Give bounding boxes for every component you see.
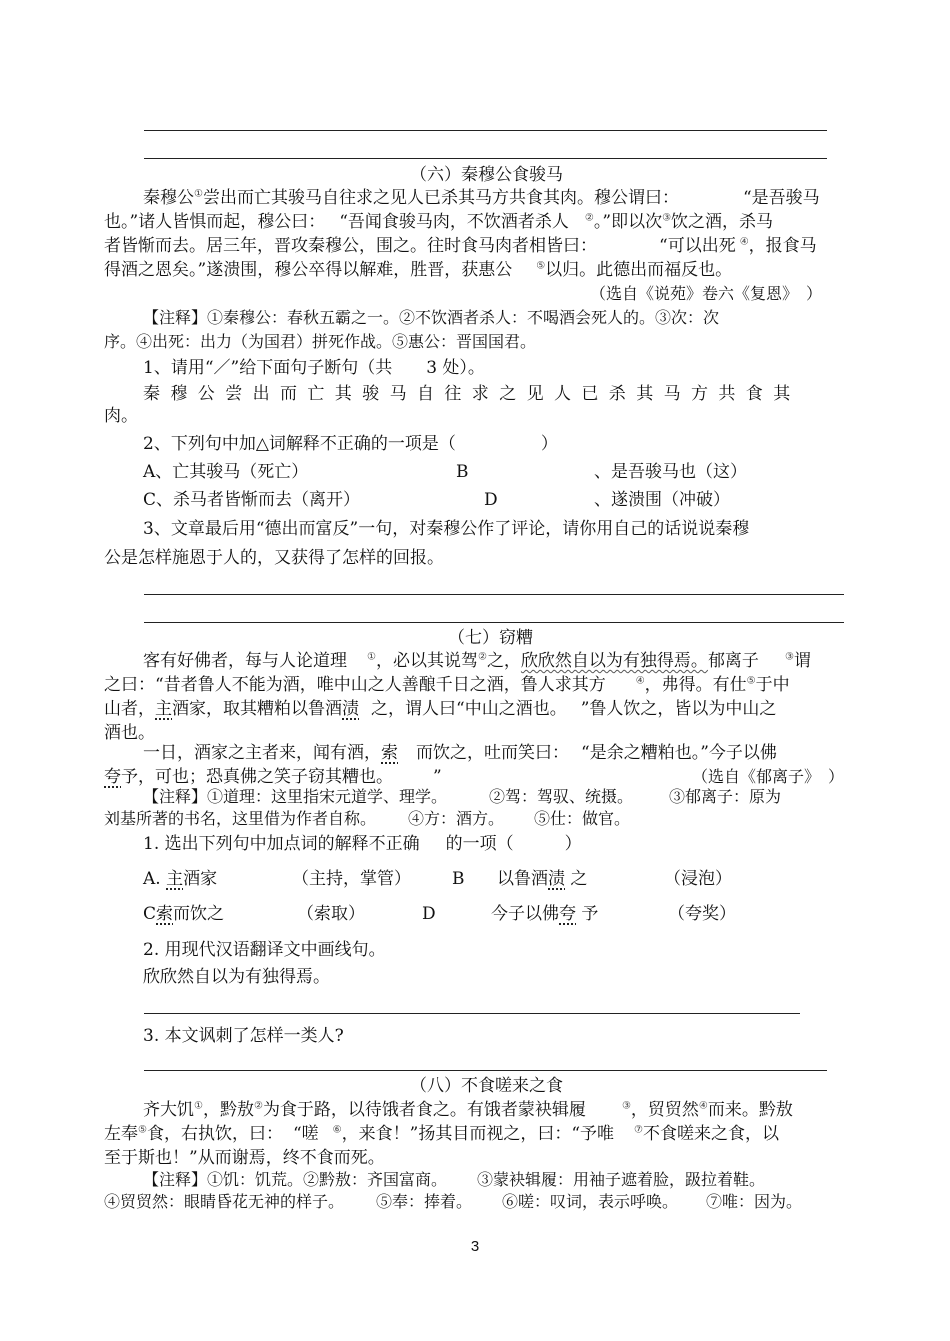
s6-q1-text: 秦穆公尝出而亡其骏马自往求之见人已杀其马方共食其 <box>143 384 801 404</box>
s6-q2-option-b: 、是吾骏马也（这） <box>594 462 747 482</box>
s7-q1-option-c: C索而饮之 <box>143 904 225 924</box>
s7-question-2: 2. 用现代汉语翻译文中画线句。 <box>143 940 386 960</box>
answer-line <box>144 594 844 595</box>
s7-line-3: 山者，主酒家，取其糟粕以鲁酒渍 之，谓人曰“中山之酒也。 ”鲁人饮之，皆以为中山之 <box>104 699 777 719</box>
s7-line-1: 客有好佛者，每与人论道理 ①，必以其说驾②之，欣欣然自以为有独得焉。郁离子 ③谓 <box>143 651 811 671</box>
s6-q2-option-d-letter: D <box>484 490 498 510</box>
s8-line-2: 左奉⑤食，右执饮，曰： “嗟 ⑥，来食！”扬其目而视之，曰：“予唯 ⑦不食嗟来之食，以 <box>104 1124 779 1144</box>
page-number: 3 <box>470 1238 480 1255</box>
s8-note-2: ④贸贸然：眼睛昏花无神的样子。 ⑤奉：捧着。 ⑥嗟：叹词，表示呼唤。 ⑦唯：因为。 <box>104 1192 803 1211</box>
s6-line-2: 也。”诸人皆惧而起，穆公曰： “吾闻食骏马肉，不饮酒者杀人 ②。”即以次③饮之酒，杀马 <box>104 212 774 232</box>
answer-line <box>144 158 827 159</box>
s6-line-3: 者皆惭而去。居三年，晋攻秦穆公，围之。往时食马肉者相皆曰： “可以出死 ④，报食马 <box>104 236 817 256</box>
s6-line-1: 秦穆公①尝出而亡其骏马自往求之见人已杀其马方共食其肉。穆公谓曰： “是吾骏马 <box>143 188 820 208</box>
s7-q1-option-a-exp: （主持，掌管） <box>292 869 411 889</box>
answer-line <box>144 1070 827 1071</box>
answer-line <box>144 622 844 623</box>
s6-line-4: 得酒之恩矣。”遂溃围，穆公卒得以解难，胜晋，获惠公 ⑤以归。此德出而福反也。 <box>104 260 733 280</box>
section-6-title: （六）秦穆公食骏马 <box>410 165 563 185</box>
s7-line-5: 一日，酒家之主者来，闻有酒，索 而饮之，吐而笑曰： “是余之糟粕也。”今子以佛 <box>143 743 777 763</box>
s6-question-1: 1、请用“／”给下面句子断句（共 3 处）。 <box>143 358 485 378</box>
s7-question-1: 1. 选出下列句中加点词的解释不正确 的一项（ ） <box>143 834 582 854</box>
section-7-title: （七）窃糟 <box>448 628 533 648</box>
s8-note-1: 【注释】①饥：饥荒。②黔敖：齐国富商。 ③蒙袂辑履：用袖子遮着脸，趿拉着鞋。 <box>143 1170 766 1189</box>
s7-line-6: 夸予，可也；恐真佛之笑子窃其糟也。 ” <box>104 767 442 787</box>
s7-q1-option-b: 以鲁酒渍 之 <box>497 869 588 889</box>
s7-q1-option-c-exp: （索取） <box>297 904 365 924</box>
s6-q2-option-d: 、遂溃围（冲破） <box>594 490 730 510</box>
s6-q1-text-end: 肉。 <box>104 406 138 426</box>
s6-note-1: 【注释】①秦穆公：春秋五霸之一。②不饮酒者杀人：不喝酒会死人的。③次：次 <box>143 308 720 327</box>
s7-q1-option-b-letter: B <box>452 869 465 889</box>
s7-note-1: 【注释】①道理：这里指宋元道学、理学。 ②驾：驾驭、统摄。 ③郁离子：原为 <box>143 787 782 806</box>
s7-question-3: 3. 本文讽刺了怎样一类人? <box>143 1026 344 1046</box>
s8-line-3: 至于斯也！”从而谢焉，终不食而死。 <box>104 1148 385 1168</box>
s6-q2-option-c: C、杀马者皆惭而去（离开） <box>143 490 361 510</box>
s7-source: （选自《郁离子》 ） <box>692 767 845 786</box>
s7-q2-text: 欣欣然自以为有独得焉。 <box>143 967 330 987</box>
s6-q2-option-b-letter: B <box>456 462 469 482</box>
s7-line-4: 酒也。 <box>104 723 155 743</box>
underlined-sentence: 欣欣然自以为有独得焉。 <box>520 651 708 671</box>
s7-q1-option-d-exp: （夸奖） <box>668 904 736 924</box>
s6-question-3-cont: 公是怎样施恩于人的，又获得了怎样的回报。 <box>104 548 444 568</box>
s7-line-2: 之曰：“昔者鲁人不能为酒，唯中山之人善酿千日之酒，鲁人求其方 ④，弗得。有仕⑤于中 <box>104 675 790 695</box>
s7-q1-option-b-exp: （浸泡） <box>664 869 732 889</box>
s6-q2-option-a: A、亡其骏马（死亡） <box>143 462 309 482</box>
s8-line-1: 齐大饥①，黔敖②为食于路，以待饿者食之。有饿者蒙袂辑履 ③，贸贸然④而来。黔敖 <box>143 1100 793 1120</box>
s6-question-3: 3、文章最后用“德出而富反”一句，对秦穆公作了评论，请你用自己的话说说秦穆 <box>143 519 750 539</box>
s7-q1-option-d-letter: D <box>422 904 436 924</box>
answer-line <box>144 1013 800 1014</box>
s7-note-2: 刘基所著的书名，这里借为作者自称。 ④方：酒方。 ⑤仕：做官。 <box>104 809 631 828</box>
s6-question-2: 2、下列句中加△词解释不正确的一项是（ ） <box>143 434 558 454</box>
answer-line <box>144 130 827 131</box>
s7-q1-option-a: A. 主酒家 <box>143 869 218 889</box>
s6-source: （选自《说苑》卷六《复恩》 ） <box>590 284 823 303</box>
section-8-title: （八）不食嗟来之食 <box>410 1076 563 1096</box>
s7-q1-option-d: 今子以佛夸 予 <box>491 904 599 924</box>
s6-note-2: 序。④出死：出力（为国君）拼死作战。⑤惠公：晋国国君。 <box>104 332 537 351</box>
